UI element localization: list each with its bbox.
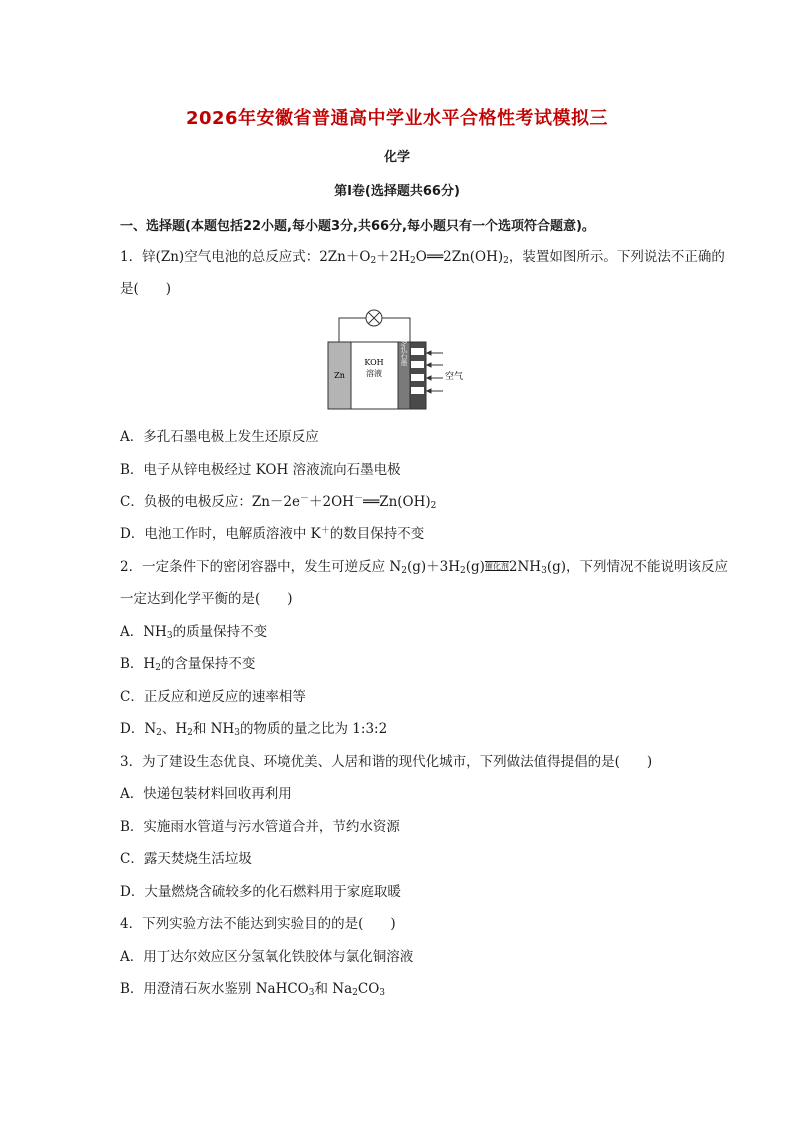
- subject-label: 化学: [383, 150, 410, 165]
- svg-text:KOH: KOH: [364, 358, 384, 367]
- svg-text:空气: 空气: [445, 372, 464, 382]
- q2-option-c: C．正反应和逆反应的速率相等: [120, 689, 306, 705]
- q4-stem: 4．下列实验方法不能达到实验目的的是( ): [120, 916, 396, 932]
- q3-option-c: C．露天焚烧生活垃圾: [120, 851, 252, 867]
- q1-option-a: A．多孔石墨电极上发生还原反应: [120, 429, 319, 445]
- svg-text:溶液: 溶液: [366, 369, 382, 378]
- q3-option-a: A．快递包装材料回收再利用: [120, 786, 292, 802]
- q2-option-a: A．$NH_3$的质量保持不变: [120, 624, 268, 641]
- q3-stem: 3．为了建设生态优良、环境优美、人居和谐的现代化城市，下列做法值得提倡的是( ): [120, 754, 653, 770]
- q4-option-a: A．用丁达尔效应区分氢氧化铁胶体与氯化铜溶液: [120, 949, 414, 965]
- q1-stem-line2: 是( ): [120, 281, 172, 297]
- q2-option-d: D．$N_2$、$H_2$和 $NH_3$的物质的量之比为 1:3:2: [120, 721, 388, 738]
- q3-option-b: B．实施雨水管道与污水管道合并，节约水资源: [120, 819, 400, 835]
- q2-stem: 2．一定条件下的密闭容器中，发生可逆反应 $N_2(g)+3H_2(g)$催化剂$2NH_3(g)$，下列情况不能说明该反应: [120, 559, 729, 576]
- svg-text:Zn: Zn: [334, 371, 345, 380]
- q1-option-b: B．电子从锌电极经过 KOH 溶液流向石墨电极: [120, 462, 401, 478]
- exam-title: 2026年安徽省普通高中学业水平合格性考试模拟三: [185, 108, 609, 129]
- reaction-condition: 催化剂: [484, 562, 509, 571]
- q1-option-d: D．电池工作时，电解质溶液中 K＋的数目保持不变: [120, 526, 425, 542]
- q2-option-b: B．$H_2$的含量保持不变: [120, 656, 256, 673]
- q4-option-b: B．用澄清石灰水鉴别 NaHCO$_3$和 $Na_2CO_3$: [120, 981, 386, 998]
- part-heading: 一、选择题(本题包括22小题,每小题3分,共66分,每小题只有一个选项符合题意)。: [120, 219, 595, 234]
- svg-text:多孔石墨: 多孔石墨: [400, 338, 408, 366]
- zinc-air-battery-diagram: [325, 308, 475, 413]
- q3-option-d: D．大量燃烧含硫较多的化石燃料用于家庭取暖: [120, 884, 401, 900]
- section-heading: 第Ⅰ卷(选择题共66分): [334, 184, 460, 199]
- q1-stem: 1．锌(Zn)空气电池的总反应式：$2Zn+O_2+2H_2O══2Zn(OH)_2$，装置如图所示。下列说法不正确的: [120, 249, 725, 266]
- q1-option-c: C．负极的电极反应：$Zn-2e^-+2OH^-══Zn(OH)_2$: [120, 494, 437, 511]
- q2-stem-line2: 一定达到化学平衡的是( ): [120, 591, 293, 607]
